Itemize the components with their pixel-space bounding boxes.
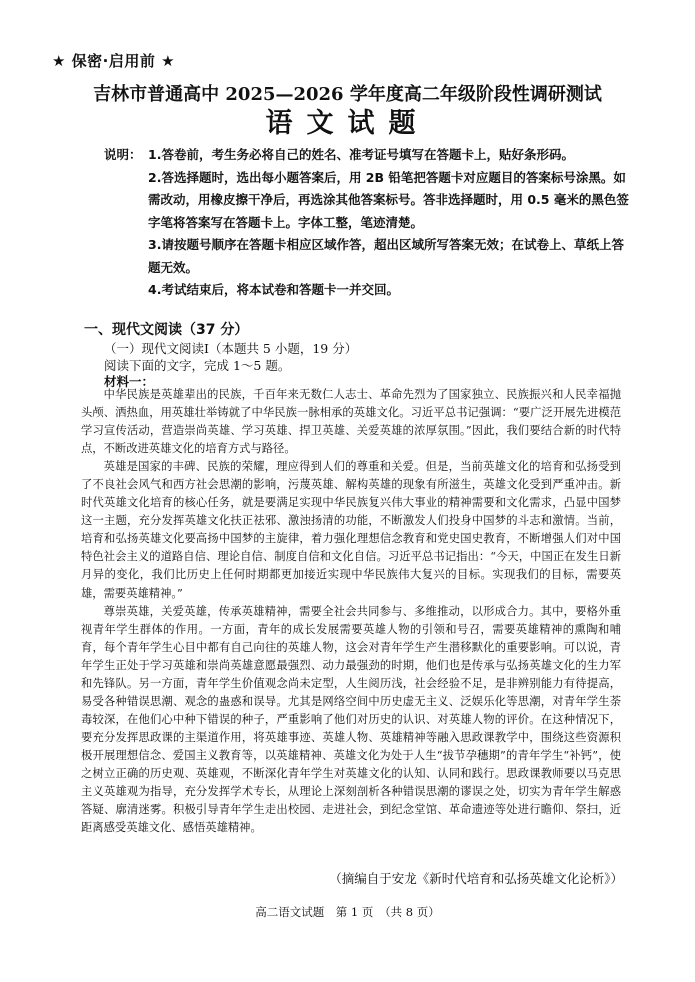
instruction-item (104, 234, 634, 279)
page-footer: 高二语文试题 第 1 页 （共 8 页） (255, 905, 440, 919)
instruction-item (104, 279, 634, 302)
reading-passage (81, 386, 621, 837)
instruction-text: 2.答选择题时，选出每小题答案后，用 2B 铅笔把答题卡对应题目的答案标号涂黑。如需改动，用橡皮擦干净后，再选涂其他答案标号。答非选择题时，用 0.5 毫米的黑色签字笔将答案写在答题卡上。字体工整，笔迹清楚。 (148, 169, 629, 230)
reading-directive: 阅读下面的文字，完成 1～5 题。 (104, 358, 291, 373)
material-label: 材料一： (104, 374, 155, 389)
instruction-item (104, 144, 634, 167)
instruction-text: 3.请按题号顺序在答题卡相应区域作答，超出区域所写答案无效；在试卷上、草纸上答题无效。 (148, 237, 624, 275)
instruction-text: 4.考试结束后，将本试卷和答题卡一并交回。 (148, 282, 399, 297)
instructions-label: 说明： (104, 147, 142, 162)
source-citation: （摘编自于安龙《新时代培育和弘扬英雄文化论析》） (329, 871, 623, 886)
exam-title: 吉林市普通高中 2025—2026 学年度高二年级阶段性调研测试 (93, 84, 602, 105)
instruction-item (104, 167, 634, 235)
subsection-title: （一）现代文阅读Ⅰ（本题共 5 小题，19 分） (104, 341, 358, 356)
instruction-text: 1.答卷前，考生务必将自己的姓名、准考证号填写在答题卡上，贴好条形码。 (148, 147, 574, 162)
instructions (104, 144, 634, 302)
section-title: 一、现代文阅读（37 分） (84, 322, 249, 338)
confidential-mark: ★ 保密·启用前 ★ (52, 52, 176, 70)
passage-paragraph: 英雄是国家的丰碑、民族的荣耀，理应得到人们的尊重和关爱。但是，当前英雄文化的培育和弘扬受到了不良社会风气和西方社会思潮的影响，污蔑英雄、解构英雄的现象有所滋生，英雄文化受到严重冲击。新时代英雄文化培育的核心任务，就是要满足实现中华民族复兴伟大事业的精神需要和文化需求，凸显中国梦这一主题，充分发挥英雄文化扶正祛邪、激浊扬清的功能，不断激发人们投身中国梦的斗志和激情。当前，培育和弘扬英雄文化要高扬中国梦的主旋律，着力强化理想信念教育和党史国史教育，不断增强人们对中国特色社会主义的道路自信、理论自信、制度自信和文化自信。习近平总书记指出：“今天，中国正在发生日新月异的变化，我们比历史上任何时期都更加接近实现中华民族伟大复兴的目标。实现我们的目标，需要英雄，需要英雄精神。” (81, 460, 621, 600)
subject-title: 语文试题 (265, 108, 430, 139)
passage-paragraph: 中华民族是英雄辈出的民族，千百年来无数仁人志士、革命先烈为了国家独立、民族振兴和人民幸福抛头颅、洒热血，用英雄壮举铸就了中华民族一脉相承的英雄文化。习近平总书记强调：“要广泛开展先进模范学习宣传活动，营造崇尚英雄、学习英雄、捍卫英雄、关爱英雄的浓厚氛围。”因此，我们要结合新的时代特点，不断改进英雄文化的培育方式与路径。 (81, 388, 621, 456)
passage-paragraph: 尊崇英雄，关爱英雄，传承英雄精神，需要全社会共同参与、多维推动，以形成合力。其中，要格外重视青年学生群体的作用。一方面，青年的成长发展需要英雄人物的引领和号召，需要英雄精神的熏陶和哺育，每个青年学生心目中都有自己向往的英雄人物，这会对青年学生产生潜移默化的重要影响。可以说，青年学生正处于学习英雄和崇尚英雄意愿最强烈、动力最强劲的时期，他们也是传承与弘扬英雄文化的生力军和先锋队。另一方面，青年学生价值观念尚未定型，人生阅历浅，社会经验不足，是非辨别能力有待提高，易受各种错误思潮、观念的蛊惑和误导。尤其是网络空间中历史虚无主义、泛娱乐化等思潮，对青年学生荼毒较深，在他们心中种下错误的种子，严重影响了他们对历史的认识、对英雄人物的评价。在这种情况下，要充分发挥思政课的主渠道作用，将英雄事迹、英雄人物、英雄精神等融入思政课教学中，围绕这些资源积极开展理想信念、爱国主义教育等，以英雄精神、英雄文化为处于人生“拔节孕穗期”的青年学生“补钙”，使之树立正确的历史观、英雄观，不断深化青年学生对英雄文化的认知、认同和践行。思政课教师要以马克思主义英雄观为指导，充分发挥学术专长，从理论上深刻剖析各种错误思潮的谬误之处，切实为青年学生解惑答疑、廓清迷雾。积极引导青年学生走出校园、走进社会，到纪念堂馆、革命遗迹等处进行瞻仰、祭扫，近距离感受英雄文化、感悟英雄精神。 (81, 604, 621, 835)
